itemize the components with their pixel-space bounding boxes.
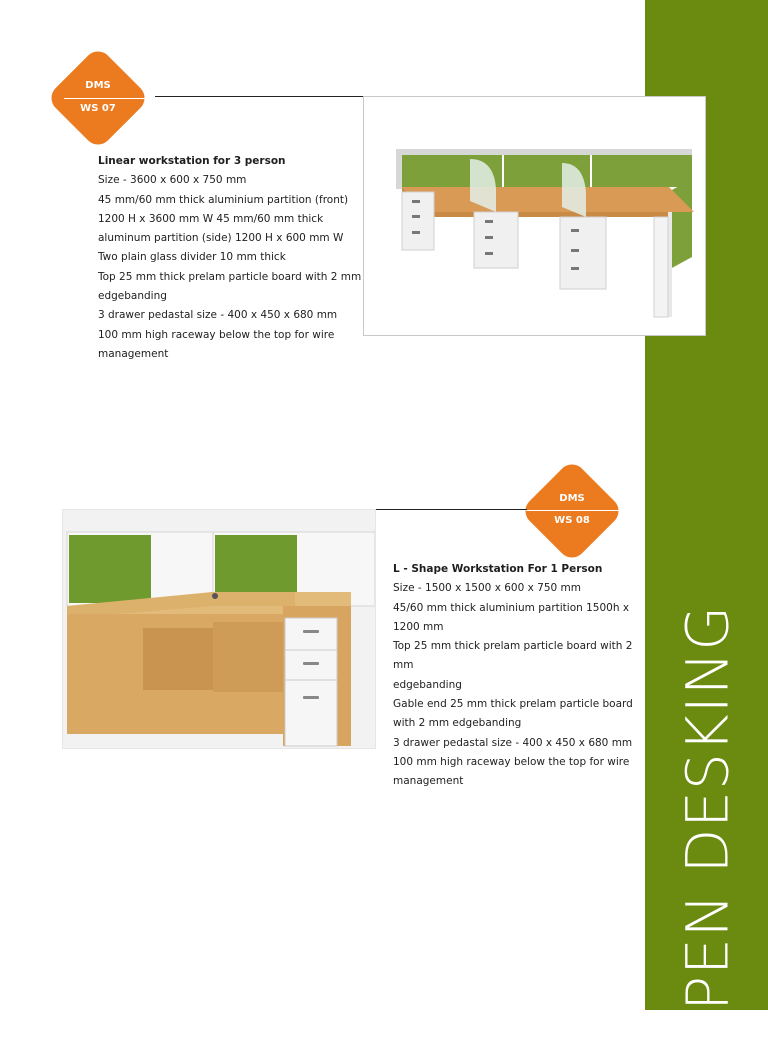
spec-line: 45/60 mm thick aluminium partition 1500h x — [393, 601, 630, 614]
spec-line: Size - 3600 x 600 x 750 mm — [98, 174, 247, 187]
spec-line: 45 mm/60 mm thick aluminium partition (front) — [98, 193, 349, 206]
badge-code-2: WS 08 — [554, 515, 590, 526]
badge-divider-2 — [526, 510, 620, 511]
spec-line: Top 25 mm thick prelam particle board with 2 — [393, 640, 633, 653]
badge-brand-1: DMS — [85, 80, 111, 91]
product-spec-1 — [98, 152, 361, 364]
spec-line: 100 mm high raceway below the top for wire — [393, 755, 630, 768]
spec-title: Linear workstation for 3 person — [98, 155, 286, 167]
linear-workstation-illustration — [364, 97, 705, 335]
product-spec-2 — [393, 560, 633, 792]
spec-line: edgebanding — [98, 290, 167, 303]
product-badge-2 — [520, 459, 625, 564]
product-photo-1 — [363, 96, 706, 336]
spec-line: 3 drawer pedastal size - 400 x 450 x 680 mm — [393, 736, 633, 749]
spec-line: aluminum partition (side) 1200 H x 600 mm W — [98, 232, 344, 245]
spec-line: 100 mm high raceway below the top for wire — [98, 328, 335, 341]
header-rule-2 — [375, 509, 527, 510]
spec-line: 1200 H x 3600 mm W 45 mm/60 mm thick — [98, 212, 324, 225]
spec-line: management — [98, 347, 169, 360]
spec-title: L - Shape Workstation For 1 Person — [393, 563, 603, 575]
l-shape-workstation-illustration — [63, 510, 375, 748]
product-photo-2 — [62, 509, 376, 749]
badge-divider-1 — [64, 98, 156, 99]
badge-code-1: WS 07 — [80, 103, 116, 114]
spec-line: Two plain glass divider 10 mm thick — [98, 251, 286, 264]
badge-brand-2: DMS — [559, 493, 585, 504]
spec-line: 3 drawer pedastal size - 400 x 450 x 680 mm — [98, 309, 338, 322]
spec-line: edgebanding — [393, 678, 462, 691]
spec-line: management — [393, 775, 464, 788]
spec-line: 1200 mm — [393, 620, 444, 633]
spec-line: mm — [393, 659, 414, 672]
spec-line: with 2 mm edgebanding — [393, 717, 522, 730]
spec-line: Gable end 25 mm thick prelam particle board — [393, 698, 633, 711]
section-title: OPEN DESKING — [673, 604, 742, 1058]
spec-line: Size - 1500 x 1500 x 600 x 750 mm — [393, 582, 582, 595]
header-rule-1 — [155, 96, 363, 97]
spec-line: Top 25 mm thick prelam particle board with 2 mm — [98, 270, 362, 283]
